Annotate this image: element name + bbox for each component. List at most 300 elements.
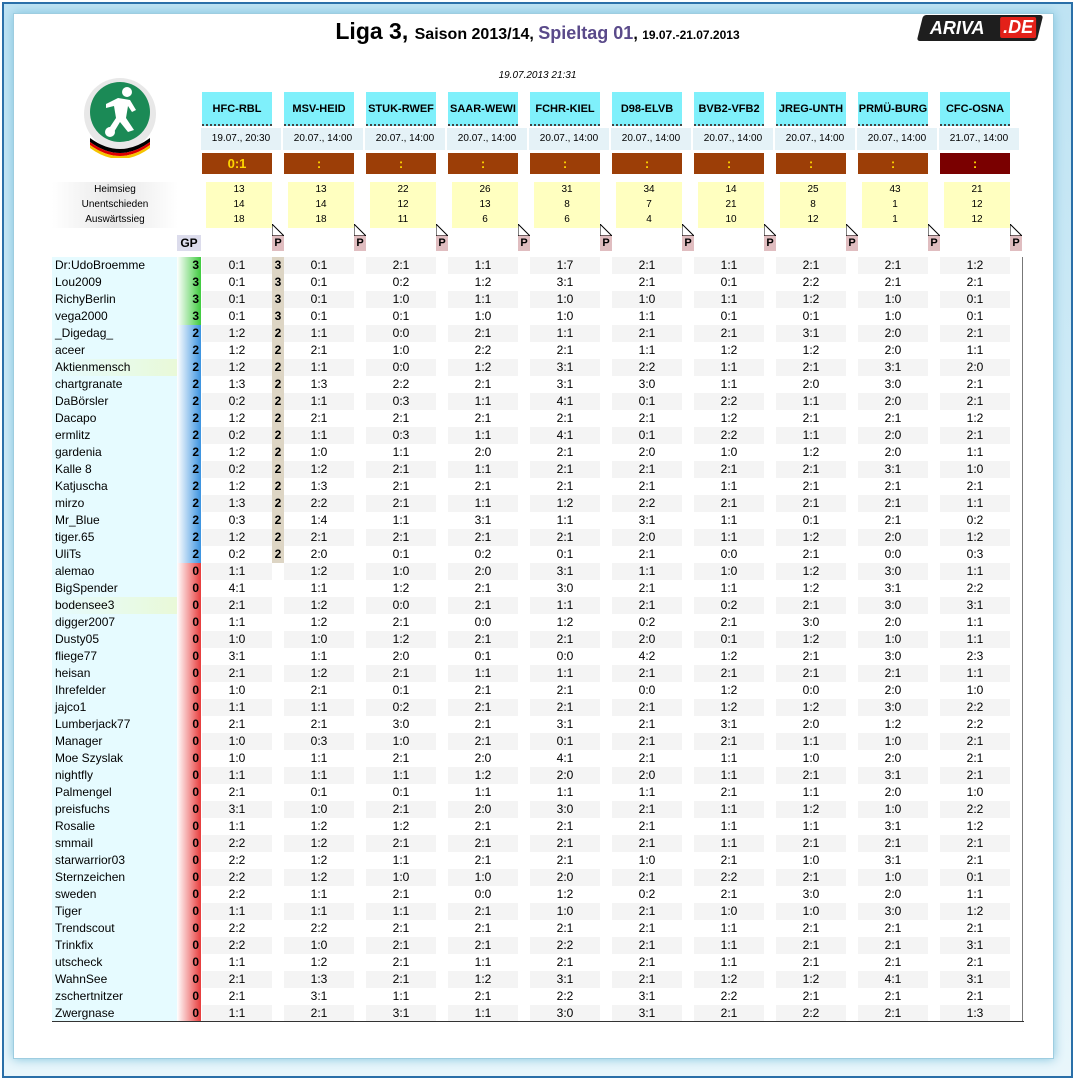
player-name[interactable]: bodensee3 (52, 597, 177, 614)
tip-cell: 1:1 (530, 665, 600, 682)
tip-cell: 2:0 (448, 750, 518, 767)
table-row[interactable] (52, 818, 1024, 835)
tip-cell: 2:1 (366, 954, 436, 971)
table-row[interactable] (52, 495, 1024, 512)
tip-cell: 4:1 (858, 971, 928, 988)
tip-cell: 1:1 (202, 1005, 272, 1022)
player-name[interactable]: WahnSee (52, 971, 177, 988)
tip-cell: 2:1 (694, 886, 764, 903)
tip-cell: 2:1 (612, 410, 682, 427)
table-row[interactable] (52, 274, 1024, 291)
tip-cell: 2:1 (694, 495, 764, 512)
tip-cell: 1:0 (202, 682, 272, 699)
player-name[interactable]: Dacapo (52, 410, 177, 427)
table-row[interactable] (52, 427, 1024, 444)
player-name[interactable]: alemao (52, 563, 177, 580)
tip-cell: 2:1 (776, 597, 846, 614)
tip-cell: 1:2 (694, 342, 764, 359)
tip-cell: 1:1 (694, 478, 764, 495)
tip-cell: 0:2 (940, 512, 1010, 529)
table-bottom-line (52, 1021, 1024, 1022)
tip-cell: 1:2 (776, 291, 846, 308)
tip-cell: 2:1 (448, 937, 518, 954)
tip-cell: 2:1 (940, 733, 1010, 750)
table-row[interactable] (52, 529, 1024, 546)
tip-cell: 2:1 (284, 716, 354, 733)
tip-cell: 3:0 (858, 699, 928, 716)
tip-cell: 1:1 (694, 920, 764, 937)
table-row[interactable] (52, 784, 1024, 801)
tip-cell: 2:2 (202, 920, 272, 937)
table-row[interactable] (52, 665, 1024, 682)
tip-cell: 1:2 (940, 257, 1010, 274)
points-column-header: P (272, 235, 284, 251)
tip-cell: 2:1 (940, 393, 1010, 410)
ariva-logo[interactable] (917, 15, 1043, 41)
corner-marker-icon (436, 224, 448, 236)
stat-label-auswaertssieg: Auswärtssieg (85, 214, 145, 225)
player-name[interactable]: Dr:UdoBroemme (52, 257, 177, 274)
tip-cell: 0:1 (940, 308, 1010, 325)
tip-cell: 0:2 (202, 393, 272, 410)
tip-cell: 2:1 (612, 257, 682, 274)
tip-cell: 2:1 (612, 716, 682, 733)
tip-cell: 1:0 (448, 308, 518, 325)
tip-cell: 1:1 (448, 291, 518, 308)
tip-cell: 1:1 (940, 631, 1010, 648)
tip-cell: 1:2 (284, 614, 354, 631)
tip-cell: 2:3 (940, 648, 1010, 665)
tip-cell: 2:1 (530, 682, 600, 699)
player-name[interactable]: preisfuchs (52, 801, 177, 818)
tip-cell: 3:1 (530, 716, 600, 733)
match-stat-value: 10 (725, 214, 737, 225)
tip-cell: 0:1 (694, 274, 764, 291)
tip-cell: 2:1 (694, 784, 764, 801)
tip-cell: 1:1 (284, 359, 354, 376)
tip-cell: 2:1 (284, 529, 354, 546)
tip-cell: 1:2 (776, 801, 846, 818)
tip-cell: 1:2 (448, 767, 518, 784)
tip-cell: 1:0 (776, 903, 846, 920)
tip-cell: 3:1 (858, 818, 928, 835)
points-column-header: P (764, 235, 776, 251)
tip-cell: 2:2 (202, 869, 272, 886)
player-total-points: 0 (177, 1005, 201, 1022)
match-team-header[interactable]: D98-ELVB (612, 92, 682, 126)
tip-cell: 2:0 (858, 750, 928, 767)
match-date: 19.07., 20:30 (201, 128, 281, 150)
tip-points-cell: 2 (272, 546, 284, 563)
tip-cell: 1:2 (940, 818, 1010, 835)
table-row[interactable] (52, 835, 1024, 852)
match-stat-value: 8 (564, 199, 570, 210)
tip-cell: 0:2 (694, 597, 764, 614)
tip-cell: 1:2 (694, 971, 764, 988)
table-row[interactable] (52, 648, 1024, 665)
tip-cell: 2:1 (776, 648, 846, 665)
match-stat-value: 1 (892, 214, 898, 225)
tip-cell: 2:1 (940, 835, 1010, 852)
tip-cell: 1:1 (940, 886, 1010, 903)
match-stat-value: 6 (482, 214, 488, 225)
match-stats (370, 182, 436, 228)
player-name[interactable]: Trendscout (52, 920, 177, 937)
tip-cell: 2:1 (776, 835, 846, 852)
table-row[interactable] (52, 393, 1024, 410)
match-team-header[interactable]: PRMÜ-BURG (858, 92, 928, 126)
tip-cell: 2:1 (858, 274, 928, 291)
table-row[interactable] (52, 546, 1024, 563)
tip-cell: 2:0 (858, 444, 928, 461)
table-row[interactable] (52, 308, 1024, 325)
tip-cell: 1:2 (776, 580, 846, 597)
match-team-header[interactable]: HFC-RBL (202, 92, 272, 126)
table-row[interactable] (52, 988, 1024, 1005)
tip-cell: 0:1 (284, 308, 354, 325)
table-row[interactable] (52, 971, 1024, 988)
player-name[interactable]: Katjuscha (52, 478, 177, 495)
tip-cell: 2:1 (776, 665, 846, 682)
match-stat-value: 6 (564, 214, 570, 225)
tip-cell: 1:2 (448, 274, 518, 291)
player-name[interactable]: vega2000 (52, 308, 177, 325)
player-name[interactable]: _Digedag_ (52, 325, 177, 342)
tip-cell: 2:2 (202, 886, 272, 903)
player-name[interactable]: fliege77 (52, 648, 177, 665)
tip-cell: 3:1 (202, 648, 272, 665)
match-stat-value: 11 (397, 214, 409, 225)
title-spieltag: Spieltag 01 (538, 23, 634, 43)
table-row[interactable] (52, 716, 1024, 733)
tip-cell: 1:1 (284, 767, 354, 784)
tip-cell: 1:2 (776, 631, 846, 648)
tip-cell: 2:1 (448, 597, 518, 614)
table-row[interactable] (52, 325, 1024, 342)
player-name[interactable]: chartgranate (52, 376, 177, 393)
tip-cell: 2:1 (694, 665, 764, 682)
tip-cell: 1:0 (202, 733, 272, 750)
match-date: 20.07., 14:00 (775, 128, 855, 150)
tip-cell: 1:0 (530, 308, 600, 325)
tip-cell: 0:0 (366, 597, 436, 614)
match-team-header[interactable]: CFC-OSNA (940, 92, 1010, 126)
match-team-header[interactable]: JREG-UNTH (776, 92, 846, 126)
tip-cell: 2:1 (448, 818, 518, 835)
tip-cell: 1:1 (448, 257, 518, 274)
table-row[interactable] (52, 903, 1024, 920)
tip-cell: 1:0 (284, 801, 354, 818)
match-team-header[interactable]: FCHR-KIEL (530, 92, 600, 126)
player-name[interactable]: ermlitz (52, 427, 177, 444)
table-row[interactable] (52, 750, 1024, 767)
tip-cell: 3:0 (858, 648, 928, 665)
match-stat-value: 18 (233, 214, 245, 225)
player-name[interactable]: RichyBerlin (52, 291, 177, 308)
match-result: 0:1 (202, 153, 272, 174)
tip-cell: 1:3 (940, 1005, 1010, 1022)
player-name[interactable]: Aktienmensch (52, 359, 177, 376)
table-row[interactable] (52, 410, 1024, 427)
table-row[interactable] (52, 342, 1024, 359)
tip-cell: 3:0 (530, 801, 600, 818)
tip-points-cell: 2 (272, 427, 284, 444)
player-name[interactable]: digger2007 (52, 614, 177, 631)
tip-cell: 1:1 (694, 835, 764, 852)
tip-cell: 2:1 (858, 937, 928, 954)
tip-cell: 2:1 (858, 665, 928, 682)
table-row[interactable] (52, 954, 1024, 971)
tip-points-cell: 2 (272, 325, 284, 342)
tip-cell: 3:1 (940, 971, 1010, 988)
tip-cell: 1:1 (530, 784, 600, 801)
player-name[interactable]: sweden (52, 886, 177, 903)
table-row[interactable] (52, 733, 1024, 750)
player-name[interactable]: Mr_Blue (52, 512, 177, 529)
match-stats (862, 182, 928, 228)
corner-marker-icon (354, 224, 366, 236)
tip-cell: 2:1 (858, 478, 928, 495)
table-row[interactable] (52, 257, 1024, 274)
tip-cell: 0:1 (612, 393, 682, 410)
tip-cell: 0:2 (366, 699, 436, 716)
tip-cell: 1:1 (202, 954, 272, 971)
table-row[interactable] (52, 682, 1024, 699)
table-row[interactable] (52, 886, 1024, 903)
player-name[interactable]: UliTs (52, 546, 177, 563)
tip-cell: 2:1 (448, 716, 518, 733)
player-name[interactable]: smmail (52, 835, 177, 852)
tip-cell: 0:0 (612, 682, 682, 699)
tip-cell: 3:0 (858, 563, 928, 580)
tip-cell: 1:0 (776, 852, 846, 869)
tip-cell: 2:0 (612, 631, 682, 648)
tip-cell: 2:0 (448, 563, 518, 580)
tip-cell: 2:0 (530, 767, 600, 784)
tip-cell: 1:3 (284, 376, 354, 393)
match-stat-value: 8 (810, 199, 816, 210)
tip-cell: 1:1 (366, 767, 436, 784)
match-result: : (776, 153, 846, 174)
tip-cell: 0:1 (776, 308, 846, 325)
player-name[interactable]: utscheck (52, 954, 177, 971)
tip-cell: 3:0 (776, 614, 846, 631)
table-row[interactable] (52, 597, 1024, 614)
table-row[interactable] (52, 1005, 1024, 1022)
tip-cell: 1:1 (366, 988, 436, 1005)
tip-cell: 3:1 (858, 767, 928, 784)
player-name[interactable]: gardenia (52, 444, 177, 461)
tip-cell: 2:1 (776, 546, 846, 563)
tip-cell: 3:0 (366, 716, 436, 733)
table-row[interactable] (52, 937, 1024, 954)
points-column-header: P (354, 235, 366, 251)
tip-cell: 1:2 (776, 563, 846, 580)
player-total-points: 0 (177, 580, 201, 597)
tip-cell: 1:1 (694, 954, 764, 971)
tip-cell: 1:1 (284, 750, 354, 767)
player-name[interactable]: starwarrior03 (52, 852, 177, 869)
player-name[interactable]: Manager (52, 733, 177, 750)
tip-cell: 3:1 (284, 988, 354, 1005)
tip-cell: 1:0 (612, 852, 682, 869)
player-name[interactable]: BigSpender (52, 580, 177, 597)
tip-cell: 2:2 (202, 852, 272, 869)
tip-cell: 1:0 (284, 444, 354, 461)
tip-cell: 3:1 (530, 274, 600, 291)
tip-cell: 2:2 (694, 869, 764, 886)
player-name[interactable]: zschertnitzer (52, 988, 177, 1005)
tip-cell: 0:1 (202, 274, 272, 291)
table-row[interactable] (52, 852, 1024, 869)
match-result: : (284, 153, 354, 174)
player-name[interactable]: Lou2009 (52, 274, 177, 291)
table-row[interactable] (52, 631, 1024, 648)
tip-cell: 2:1 (366, 971, 436, 988)
tip-cell: 2:1 (366, 665, 436, 682)
tip-cell: 2:1 (940, 376, 1010, 393)
tip-cell: 1:1 (202, 818, 272, 835)
tip-cell: 1:1 (940, 665, 1010, 682)
tip-points-cell: 2 (272, 512, 284, 529)
tip-cell: 1:0 (940, 461, 1010, 478)
tip-cell: 3:1 (448, 512, 518, 529)
tip-cell: 1:0 (612, 291, 682, 308)
tip-cell: 1:0 (530, 903, 600, 920)
player-total-points: 0 (177, 733, 201, 750)
tip-cell: 1:2 (776, 699, 846, 716)
tip-cell: 1:1 (448, 665, 518, 682)
tip-cell: 2:1 (448, 529, 518, 546)
table-row[interactable] (52, 920, 1024, 937)
tip-cell: 2:1 (530, 410, 600, 427)
player-name[interactable]: tiger.65 (52, 529, 177, 546)
match-result: : (940, 153, 1010, 174)
tip-cell: 2:1 (694, 733, 764, 750)
tip-cell: 1:2 (694, 648, 764, 665)
table-row[interactable] (52, 614, 1024, 631)
match-team-header[interactable]: STUK-RWEF (366, 92, 436, 126)
tip-cell: 2:1 (776, 478, 846, 495)
player-name[interactable]: Zwergnase (52, 1005, 177, 1022)
tip-cell: 2:0 (858, 784, 928, 801)
player-name[interactable]: Palmengel (52, 784, 177, 801)
tip-cell: 1:1 (612, 308, 682, 325)
table-row[interactable] (52, 478, 1024, 495)
tip-cell: 2:1 (202, 597, 272, 614)
table-row[interactable] (52, 767, 1024, 784)
tip-cell: 2:1 (366, 478, 436, 495)
table-row[interactable] (52, 869, 1024, 886)
tip-cell: 1:2 (202, 359, 272, 376)
tip-cell: 1:1 (448, 495, 518, 512)
tip-cell: 1:1 (448, 1005, 518, 1022)
match-result: : (448, 153, 518, 174)
tip-cell: 3:1 (776, 325, 846, 342)
player-name[interactable]: heisan (52, 665, 177, 682)
tip-cell: 2:1 (612, 835, 682, 852)
tip-cell: 1:0 (940, 784, 1010, 801)
table-row[interactable] (52, 699, 1024, 716)
tip-cell: 2:2 (612, 359, 682, 376)
player-name[interactable]: Sternzeichen (52, 869, 177, 886)
player-name[interactable]: mirzo (52, 495, 177, 512)
player-name[interactable]: Lumberjack77 (52, 716, 177, 733)
table-row[interactable] (52, 801, 1024, 818)
tip-cell: 2:1 (448, 903, 518, 920)
tip-cell: 2:2 (448, 342, 518, 359)
player-name[interactable]: Moe Szyslak (52, 750, 177, 767)
tip-cell: 2:1 (448, 376, 518, 393)
player-name[interactable]: Ihrefelder (52, 682, 177, 699)
table-row[interactable] (52, 376, 1024, 393)
tip-cell: 2:0 (858, 886, 928, 903)
table-row[interactable] (52, 512, 1024, 529)
tip-cell: 2:1 (366, 461, 436, 478)
player-name[interactable]: DaBörsler (52, 393, 177, 410)
tip-cell: 2:1 (858, 257, 928, 274)
player-name[interactable]: Kalle 8 (52, 461, 177, 478)
tip-cell: 1:1 (366, 852, 436, 869)
tip-points-cell: 2 (272, 342, 284, 359)
tip-points-cell: 3 (272, 274, 284, 291)
player-name[interactable]: jajco1 (52, 699, 177, 716)
tip-cell: 1:1 (694, 257, 764, 274)
table-row[interactable] (52, 291, 1024, 308)
stat-label-unentschieden: Unentschieden (81, 199, 149, 210)
tip-cell: 1:2 (284, 665, 354, 682)
player-total-points: 3 (177, 291, 201, 308)
tip-cell: 1:1 (202, 563, 272, 580)
tip-cell: 0:1 (776, 512, 846, 529)
table-row[interactable] (52, 563, 1024, 580)
tip-cell: 2:1 (858, 988, 928, 1005)
table-row[interactable] (52, 580, 1024, 597)
match-team-header[interactable]: MSV-HEID (284, 92, 354, 126)
player-name[interactable]: Dusty05 (52, 631, 177, 648)
match-team-header[interactable]: BVB2-VFB2 (694, 92, 764, 126)
table-row[interactable] (52, 461, 1024, 478)
table-row[interactable] (52, 359, 1024, 376)
tip-cell: 2:1 (612, 597, 682, 614)
player-total-points: 2 (177, 546, 201, 563)
tip-cell: 4:2 (612, 648, 682, 665)
player-name[interactable]: Tiger (52, 903, 177, 920)
tip-cell: 2:1 (530, 835, 600, 852)
tip-cell: 1:0 (858, 733, 928, 750)
tip-cell: 2:1 (776, 461, 846, 478)
tip-cell: 4:1 (202, 580, 272, 597)
tip-cell: 2:1 (940, 920, 1010, 937)
player-name[interactable]: aceer (52, 342, 177, 359)
tip-cell: 1:1 (776, 784, 846, 801)
tip-cell: 1:2 (858, 716, 928, 733)
tip-cell: 2:2 (284, 920, 354, 937)
table-row[interactable] (52, 444, 1024, 461)
player-name[interactable]: nightfly (52, 767, 177, 784)
player-total-points: 0 (177, 903, 201, 920)
tip-cell: 2:1 (694, 852, 764, 869)
match-team-header[interactable]: SAAR-WEWI (448, 92, 518, 126)
tip-cell: 0:3 (366, 427, 436, 444)
tip-cell: 2:2 (940, 716, 1010, 733)
player-name[interactable]: Rosalie (52, 818, 177, 835)
player-name[interactable]: Trinkfix (52, 937, 177, 954)
tip-points-cell: 2 (272, 529, 284, 546)
tip-cell: 0:1 (694, 308, 764, 325)
tip-cell: 1:1 (612, 342, 682, 359)
tip-cell: 1:2 (448, 971, 518, 988)
